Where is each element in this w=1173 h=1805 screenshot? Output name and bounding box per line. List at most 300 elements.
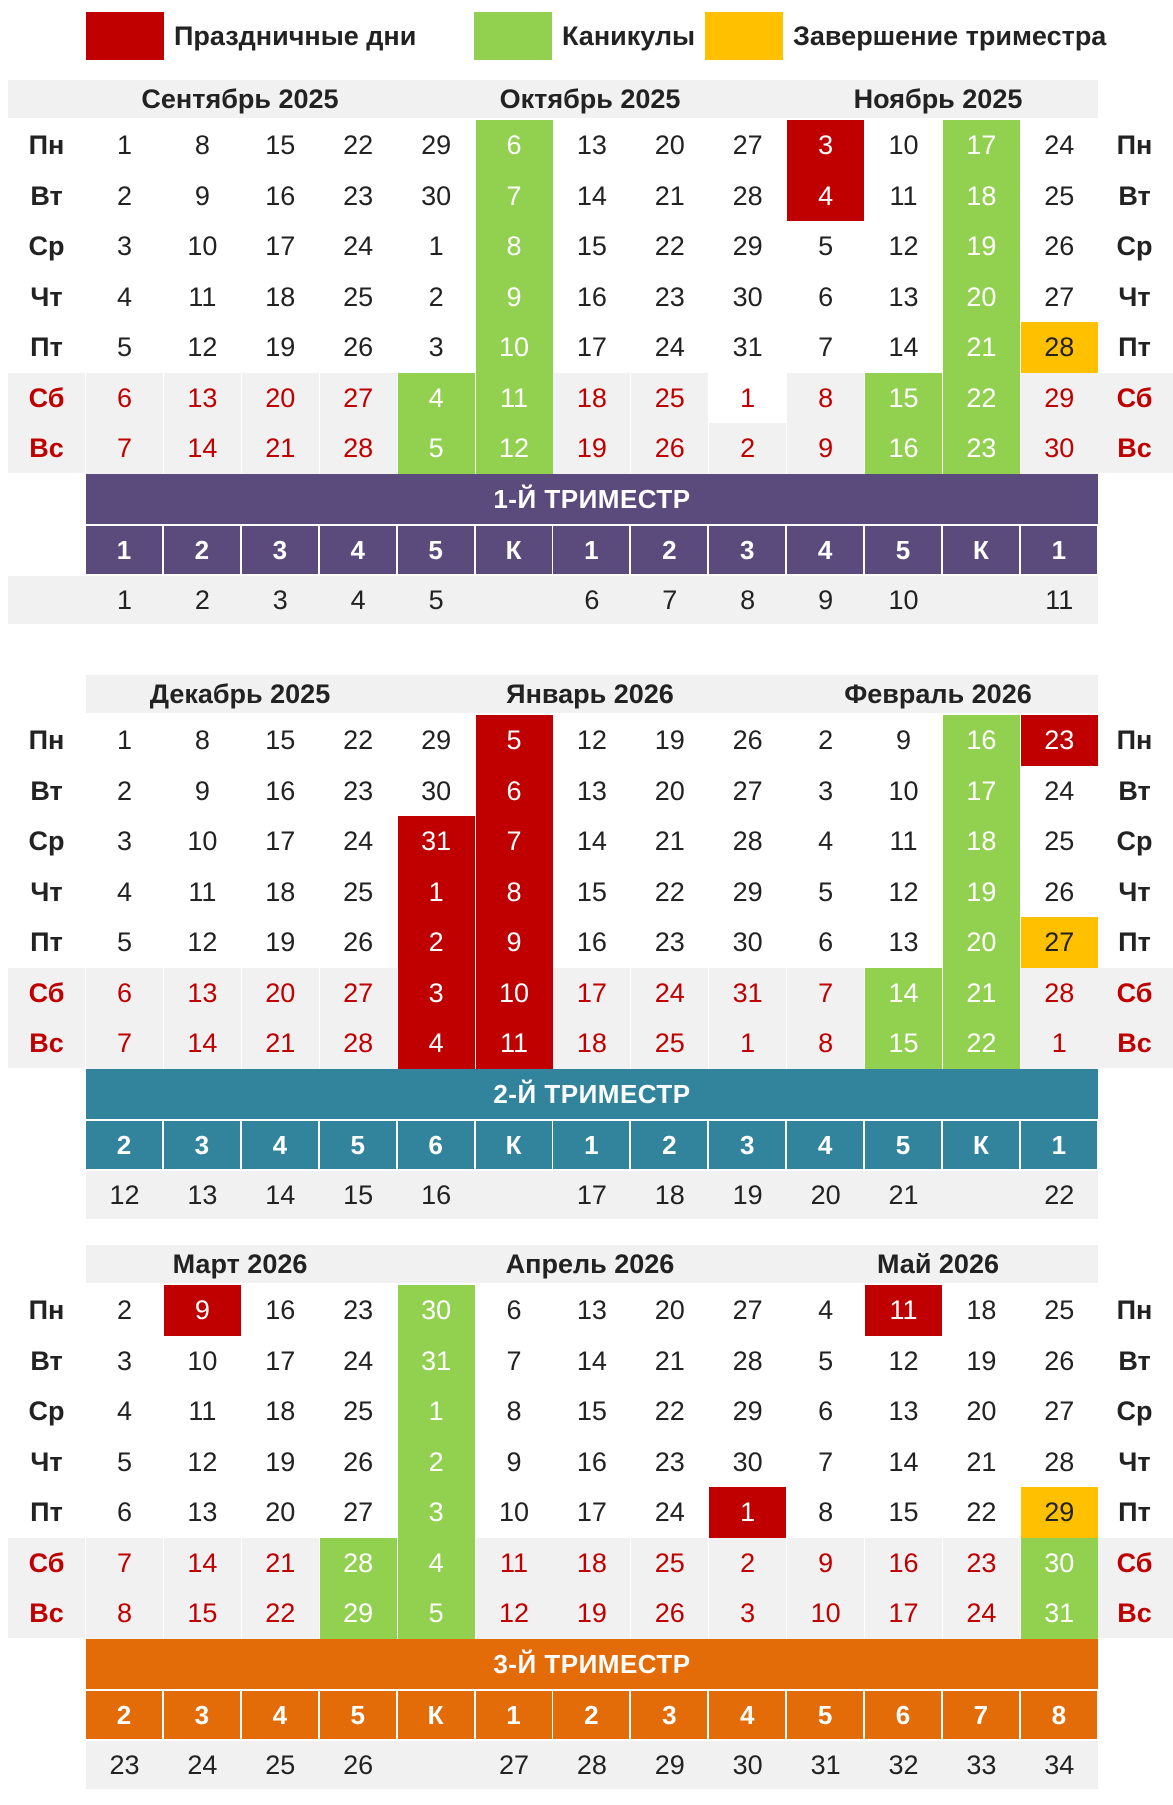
day-cell: 18 (966, 1295, 997, 1325)
day-cell: 12 (476, 1588, 553, 1639)
day-cell: 6 (818, 1396, 834, 1426)
day-cell: 15 (865, 373, 942, 424)
school-week-number: 32 (888, 1749, 919, 1780)
day-cell: 9 (895, 725, 912, 755)
day-cell: 25 (343, 1396, 374, 1426)
day-cell: 26 (1044, 876, 1075, 907)
day-cell: 4 (787, 171, 864, 222)
weekday-label: Пт (1118, 927, 1151, 957)
day-cell: 2 (818, 725, 834, 755)
week-code: 4 (242, 1691, 318, 1739)
day-cell: 1 (1021, 1018, 1098, 1069)
day-cell: 29 (1021, 373, 1098, 424)
day-cell: 14 (865, 968, 942, 1019)
day-cell: 24 (343, 826, 374, 856)
month-title: Октябрь 2025 (499, 84, 681, 114)
week-code: 3 (164, 1691, 240, 1739)
school-week-number: 29 (654, 1749, 685, 1780)
day-cell: 17 (943, 120, 1020, 171)
day-cell: 17 (265, 1345, 296, 1376)
day-cell: 19 (654, 725, 685, 755)
weekday-label: Пн (1116, 725, 1153, 755)
day-cell: 26 (732, 725, 763, 755)
school-week-number: 10 (888, 584, 919, 615)
month-title: Декабрь 2025 (149, 679, 331, 709)
day-cell: 20 (654, 775, 685, 806)
school-week-number (476, 576, 553, 624)
legend-swatch (86, 12, 164, 60)
school-week-number: 11 (1045, 584, 1074, 615)
day-cell: 30 (732, 927, 763, 957)
weekday-label: Вт (1118, 1345, 1151, 1376)
day-cell: 4 (398, 373, 475, 424)
day-cell: 31 (1021, 1588, 1098, 1639)
week-code: 8 (1021, 1691, 1097, 1739)
day-cell: 7 (86, 1538, 163, 1589)
day-cell: 1 (709, 373, 786, 424)
weekday-label: Пн (1116, 1295, 1153, 1325)
day-cell: 4 (116, 281, 133, 312)
weekday-label: Сб (8, 1538, 85, 1588)
day-cell: 25 (631, 1538, 708, 1589)
legend-label: Завершение триместра (793, 20, 1107, 51)
day-cell: 25 (343, 876, 374, 907)
day-cell: 9 (787, 1538, 864, 1589)
day-cell: 11 (865, 1285, 942, 1336)
day-cell: 18 (553, 1538, 630, 1589)
day-cell: 15 (865, 1018, 942, 1069)
day-cell: 7 (506, 1345, 522, 1376)
day-cell: 17 (576, 332, 607, 362)
week-code: 5 (787, 1691, 863, 1739)
school-week-number: 5 (428, 584, 444, 615)
day-cell: 21 (242, 1018, 319, 1069)
day-cell: 6 (86, 373, 163, 424)
weekday-label: Сб (1096, 968, 1173, 1018)
legend (0, 8, 1173, 64)
week-code: 1 (476, 1691, 552, 1739)
day-cell: 19 (553, 1588, 630, 1639)
weekday-label: Чт (1118, 876, 1151, 907)
weekday-label: Чт (30, 281, 63, 312)
week-code: К (943, 526, 1019, 574)
day-cell: 29 (320, 1588, 397, 1639)
day-cell: 10 (888, 775, 919, 806)
day-cell: 12 (187, 1446, 218, 1477)
day-cell: 30 (421, 775, 452, 806)
day-cell: 14 (576, 1345, 607, 1376)
day-cell: 28 (732, 1345, 763, 1376)
trimester-week-codes (86, 1121, 1098, 1169)
weekday-label: Вс (8, 423, 85, 473)
day-cell: 7 (86, 423, 163, 474)
day-cell: 6 (506, 1295, 522, 1325)
day-cell: 19 (553, 423, 630, 474)
day-cell: 28 (1021, 322, 1098, 373)
day-cell: 30 (1021, 423, 1098, 474)
day-cell: 26 (343, 1446, 374, 1477)
day-cell: 14 (576, 180, 607, 211)
school-week-number: 24 (187, 1749, 218, 1780)
school-week-number: 17 (576, 1179, 607, 1210)
day-cell: 13 (576, 130, 607, 160)
day-cell: 19 (265, 1446, 296, 1477)
school-week-number (398, 1741, 475, 1789)
month-title: Март 2026 (172, 1249, 308, 1279)
day-cell: 7 (818, 332, 834, 362)
weekday-label: Сб (8, 968, 85, 1018)
day-cell: 14 (576, 826, 607, 856)
day-cell: 19 (966, 1345, 997, 1376)
day-cell: 13 (164, 968, 241, 1019)
day-cell: 7 (476, 816, 553, 867)
day-cell: 17 (265, 826, 296, 856)
day-cell: 20 (242, 968, 319, 1019)
day-cell: 23 (654, 1446, 685, 1477)
day-cell: 2 (709, 423, 786, 474)
day-cell: 27 (732, 1295, 763, 1325)
day-cell: 9 (476, 917, 553, 968)
week-code: 2 (631, 1121, 707, 1169)
week-code: 5 (865, 1121, 941, 1169)
calendar-block (0, 80, 1173, 640)
day-cell: 1 (116, 130, 133, 160)
school-week-number: 13 (187, 1179, 218, 1210)
month-title: Февраль 2026 (844, 679, 1032, 709)
school-week-number: 27 (498, 1749, 530, 1780)
school-week-number: 25 (265, 1749, 296, 1780)
school-week-number: 9 (818, 584, 834, 615)
week-code: К (398, 1691, 474, 1739)
week-code: 3 (242, 526, 318, 574)
day-cell: 3 (116, 826, 133, 856)
day-cell: 16 (265, 775, 296, 806)
week-code: 1 (1021, 1121, 1097, 1169)
day-cell: 10 (888, 130, 919, 160)
day-cell: 25 (343, 281, 374, 312)
week-code: К (943, 1121, 1019, 1169)
day-cell: 29 (732, 231, 763, 261)
day-cell: 24 (654, 332, 685, 362)
day-cell: 5 (818, 1345, 834, 1376)
day-cell: 20 (654, 130, 685, 160)
weekday-label: Пн (28, 1295, 65, 1325)
school-week-numbers (86, 1171, 1098, 1219)
school-week-number: 7 (662, 584, 678, 615)
day-cell: 10 (498, 1497, 530, 1527)
day-cell: 28 (320, 423, 397, 474)
day-cell: 26 (343, 332, 374, 362)
day-cell: 29 (421, 725, 452, 755)
school-week-number: 6 (584, 584, 600, 615)
day-cell: 12 (187, 332, 218, 362)
week-code: 2 (86, 1691, 162, 1739)
day-cell: 29 (732, 1396, 763, 1426)
day-cell: 16 (943, 715, 1020, 766)
week-code: 4 (320, 526, 396, 574)
day-cell: 27 (343, 1497, 374, 1527)
school-week-number: 34 (1044, 1749, 1075, 1780)
week-code: 4 (787, 1121, 863, 1169)
day-cell: 13 (187, 1497, 218, 1527)
day-cell: 13 (164, 373, 241, 424)
day-cell: 20 (654, 1295, 685, 1325)
weekday-label: Ср (1116, 826, 1153, 856)
day-cell: 16 (865, 423, 942, 474)
day-cell: 8 (818, 1497, 834, 1527)
weekday-label: Сб (1096, 373, 1173, 423)
week-code: 2 (86, 1121, 162, 1169)
day-cell: 23 (943, 1538, 1020, 1589)
day-cell: 21 (966, 1446, 997, 1477)
day-cell: 5 (116, 332, 133, 362)
school-week-number: 2 (194, 584, 210, 615)
day-cell: 1 (116, 725, 133, 755)
legend-item (86, 12, 416, 60)
weekday-label: Пт (30, 1497, 63, 1527)
weekday-label: Вт (30, 1345, 63, 1376)
school-week-number: 4 (350, 584, 366, 615)
weekday-label: Вс (1096, 1018, 1173, 1068)
day-cell: 20 (943, 917, 1020, 968)
day-cell: 31 (398, 1336, 475, 1387)
day-cell: 6 (476, 120, 553, 171)
day-cell: 7 (86, 1018, 163, 1069)
weekday-label: Пт (1118, 1497, 1151, 1527)
school-week-number: 26 (343, 1749, 374, 1780)
day-cell: 27 (1021, 917, 1098, 968)
month-title: Сентябрь 2025 (141, 84, 339, 114)
day-cell: 13 (888, 281, 919, 312)
weekday-label: Ср (28, 1396, 65, 1426)
day-cell: 18 (553, 373, 630, 424)
day-cell: 9 (506, 1446, 522, 1477)
day-cell: 22 (654, 1396, 685, 1426)
school-week-number: 1 (116, 584, 133, 615)
day-cell: 3 (709, 1588, 786, 1639)
legend-label: Каникулы (562, 20, 696, 51)
school-week-number: 30 (732, 1749, 763, 1780)
day-cell: 8 (787, 1018, 864, 1069)
day-cell: 12 (888, 876, 919, 907)
day-cell: 26 (1044, 231, 1075, 261)
day-cell: 3 (116, 231, 133, 261)
day-cell: 22 (242, 1588, 319, 1639)
day-cell: 31 (732, 332, 763, 362)
day-cell: 13 (576, 1295, 607, 1325)
day-cell: 6 (86, 968, 163, 1019)
week-code: 3 (164, 1121, 240, 1169)
day-cell: 24 (343, 1345, 374, 1376)
school-week-number: 18 (654, 1179, 685, 1210)
day-cell: 17 (265, 231, 296, 261)
day-cell: 7 (787, 968, 864, 1019)
weekday-label: Сб (8, 373, 85, 423)
school-week-number: 16 (421, 1179, 452, 1210)
week-code: 4 (242, 1121, 318, 1169)
day-cell: 23 (654, 281, 685, 312)
day-cell: 1 (398, 867, 475, 918)
day-cell: 30 (732, 281, 763, 312)
day-cell: 16 (265, 180, 296, 211)
week-code: 5 (320, 1691, 396, 1739)
day-cell: 2 (709, 1538, 786, 1589)
weekday-label: Пт (1118, 332, 1151, 362)
school-week-number: 8 (740, 584, 756, 615)
school-week-number (943, 1171, 1020, 1219)
day-cell: 17 (553, 968, 630, 1019)
weekday-label: Вс (8, 1588, 85, 1638)
day-cell: 27 (320, 968, 397, 1019)
day-cell: 11 (889, 180, 918, 211)
school-week-numbers (86, 1741, 1098, 1789)
day-cell: 25 (1044, 180, 1075, 211)
day-cell: 28 (1044, 1446, 1075, 1477)
day-cell: 23 (343, 180, 374, 211)
school-week-numbers (8, 576, 1098, 624)
day-cell: 4 (398, 1538, 475, 1589)
day-cell: 28 (320, 1538, 397, 1589)
month-title: Май 2026 (876, 1249, 999, 1279)
weekday-label: Сб (1096, 1538, 1173, 1588)
day-cell: 27 (732, 775, 763, 806)
day-cell: 4 (116, 876, 133, 907)
legend-swatch (705, 12, 783, 60)
day-cell: 23 (343, 775, 374, 806)
month-title: Ноябрь 2025 (853, 84, 1023, 114)
school-week-number: 3 (272, 584, 288, 615)
day-cell: 11 (476, 1018, 553, 1069)
day-cell: 15 (164, 1588, 241, 1639)
day-cell: 22 (943, 1018, 1020, 1069)
day-cell: 24 (631, 968, 708, 1019)
day-cell: 25 (1044, 1295, 1075, 1325)
school-week-number: 20 (810, 1179, 841, 1210)
day-cell: 23 (343, 1295, 374, 1325)
day-cell: 24 (654, 1497, 685, 1527)
day-cell: 2 (116, 180, 133, 211)
weekday-label: Ср (28, 826, 65, 856)
day-cell: 18 (265, 281, 296, 312)
day-cell: 15 (576, 876, 607, 907)
day-cell: 14 (888, 332, 919, 362)
day-cell: 15 (576, 1396, 607, 1426)
day-cell: 27 (1044, 281, 1075, 312)
day-cell: 21 (943, 968, 1020, 1019)
day-cell: 11 (476, 373, 553, 424)
day-cell: 24 (943, 1588, 1020, 1639)
day-cell: 18 (553, 1018, 630, 1069)
week-code: 2 (164, 526, 240, 574)
day-cell: 20 (265, 1497, 296, 1527)
school-week-number: 31 (810, 1749, 841, 1780)
day-cell: 9 (476, 272, 553, 323)
legend-label: Праздничные дни (174, 20, 417, 51)
day-cell: 12 (576, 725, 607, 755)
day-cell: 25 (1044, 826, 1075, 856)
day-cell: 8 (506, 1396, 522, 1426)
week-code: 5 (865, 526, 941, 574)
school-week-number (476, 1171, 553, 1219)
day-cell: 13 (888, 927, 919, 957)
day-cell: 26 (631, 423, 708, 474)
day-cell: 7 (818, 1446, 834, 1477)
weekday-label: Пн (28, 130, 65, 160)
weekday-label: Ср (28, 231, 65, 261)
weekday-label: Вс (1096, 1588, 1173, 1638)
day-cell: 8 (476, 867, 553, 918)
trimester-title: 2-Й ТРИМЕСТР (86, 1069, 1098, 1119)
day-cell: 29 (732, 876, 763, 907)
day-cell: 10 (787, 1588, 864, 1639)
day-cell: 28 (732, 180, 763, 211)
calendar-block (0, 1245, 1173, 1805)
day-cell: 3 (398, 1487, 475, 1538)
day-cell: 5 (818, 231, 834, 261)
day-cell: 9 (787, 423, 864, 474)
day-cell: 14 (888, 1446, 919, 1477)
day-cell: 3 (428, 332, 444, 362)
month-title: Апрель 2026 (505, 1249, 675, 1279)
week-code: 5 (398, 526, 474, 574)
day-cell: 21 (654, 180, 685, 211)
day-cell: 1 (709, 1018, 786, 1069)
day-cell: 2 (428, 281, 444, 312)
month-title: Январь 2026 (506, 679, 674, 709)
week-code: 2 (553, 1691, 629, 1739)
week-code: 1 (553, 1121, 629, 1169)
day-cell: 9 (194, 775, 210, 806)
day-cell: 20 (966, 1396, 997, 1426)
day-cell: 14 (164, 1538, 241, 1589)
day-cell: 23 (654, 927, 685, 957)
day-cell: 17 (576, 1497, 607, 1527)
calendar-block (0, 675, 1173, 1235)
day-cell: 22 (966, 1497, 997, 1527)
legend-item (705, 12, 1106, 60)
week-code: К (476, 526, 552, 574)
day-cell: 25 (631, 1018, 708, 1069)
day-cell: 10 (187, 826, 218, 856)
day-cell: 15 (265, 130, 296, 160)
legend-swatch (474, 12, 552, 60)
day-cell: 15 (888, 1497, 919, 1527)
day-cell: 10 (476, 968, 553, 1019)
day-cell: 5 (116, 1446, 133, 1477)
day-cell: 21 (943, 322, 1020, 373)
day-cell: 2 (398, 917, 475, 968)
day-cell: 23 (943, 423, 1020, 474)
school-week-number: 22 (1044, 1179, 1075, 1210)
weekday-label: Пн (28, 725, 65, 755)
day-cell: 6 (818, 281, 834, 312)
school-week-number: 12 (109, 1179, 140, 1210)
weekday-label: Пт (30, 332, 63, 362)
school-week-number: 33 (966, 1749, 997, 1780)
day-cell: 21 (242, 1538, 319, 1589)
week-code: К (476, 1121, 552, 1169)
day-cell: 10 (187, 231, 218, 261)
week-code: 1 (553, 526, 629, 574)
day-cell: 24 (343, 231, 374, 261)
day-cell: 28 (732, 826, 763, 856)
day-cell: 26 (631, 1588, 708, 1639)
weekday-label: Чт (1118, 1446, 1151, 1477)
day-cell: 19 (265, 927, 296, 957)
day-cell: 16 (576, 281, 607, 312)
weekday-label: Пн (1116, 130, 1153, 160)
day-cell: 2 (116, 775, 133, 806)
